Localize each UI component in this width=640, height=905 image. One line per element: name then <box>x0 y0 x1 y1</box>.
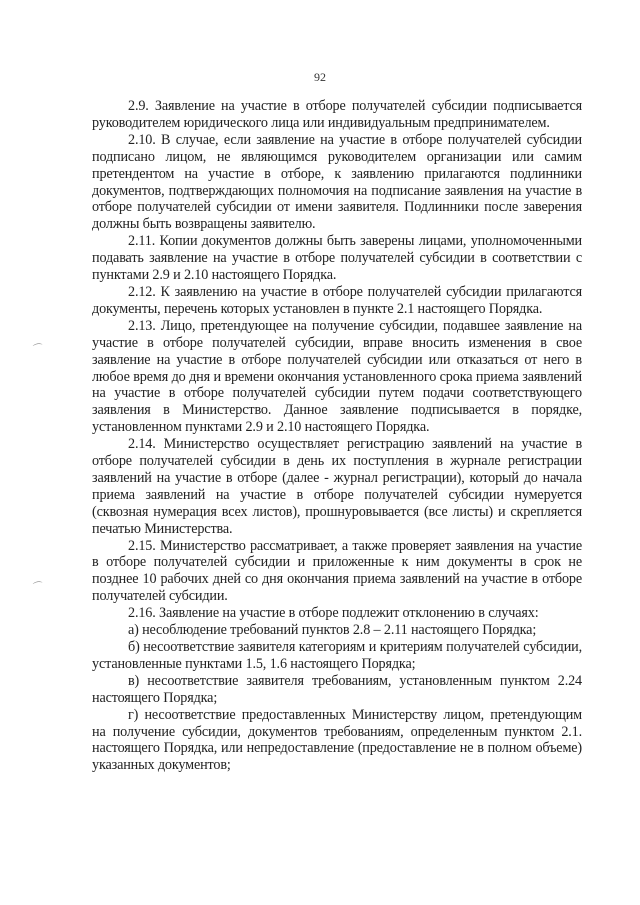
paragraph-2-14: 2.14. Министерство осуществляет регистрацию заявлений на участие в отборе получателей субсидии в день их поступления в журнале регистрации заявлений на участие в отборе (далее - журнал регистрации), который до начала приема заявлений на участие в отборе получателей субсидии нумеруется (сквозная нумерация всех листов), прошнуровывается (все листы) и скрепляется печатью Министерства. <box>92 436 582 537</box>
paragraph-2-13: 2.13. Лицо, претендующее на получение субсидии, подавшее заявление на участие в отборе получателей субсидии, вправе вносить изменения в свое заявление на участие в отборе получателей субсидии или отказаться от него в любое время до дня и времени окончания установленного срока приема заявлений на участие в отборе получателей субсидии путем подачи соответствующего заявления в Министерство. Данное заявление подписывается в порядке, установленном пунктами 2.9 и 2.10 настоящего Порядка. <box>92 317 582 436</box>
page-number: 92 <box>314 70 326 84</box>
document-body <box>92 98 582 774</box>
paragraph-2-15: 2.15. Министерство рассматривает, а также проверяет заявления на участие в отборе получателей субсидии и приложенные к ним документы в срок не позднее 10 рабочих дней со дня окончания приема заявлений на участие в отборе получателей субсидии. <box>92 537 582 605</box>
margin-pencil-mark: ⌒ <box>32 581 45 594</box>
list-item-a: а) несоблюдение требований пунктов 2.8 – 2.11 настоящего Порядка; <box>128 622 537 639</box>
list-item-v: в) несоответствие заявителя требованиям, установленным пунктом 2.24 настоящего Порядка; <box>92 672 582 706</box>
paragraph-2-16: 2.16. Заявление на участие в отборе подлежит отклонению в случаях: <box>128 605 539 622</box>
list-item-b: б) несоответствие заявителя категориям и критериям получателей субсидии, установленные пунктами 1.5, 1.6 настоящего Порядка; <box>92 639 582 672</box>
paragraph-2-12: 2.12. К заявлению на участие в отборе получателей субсидии прилагаются документы, перечень которых установлен в пункте 2.1 настоящего Порядка. <box>92 283 582 317</box>
paragraph-2-10: 2.10. В случае, если заявление на участие в отборе получателей субсидии подписано лицом, не являющимся руководителем организации или самим претендентом на участие в отборе, к заявлению прилагаются подлинники документов, подтверждающих полномочия на подписание заявления на участие в отборе получателей субсидии от имени заявителя. Подлинники после заверения должны быть возвращены заявителю. <box>92 131 582 233</box>
margin-pencil-mark: ⌒ <box>32 343 45 356</box>
list-item-g: г) несоответствие предоставленных Министерству лицом, претендующим на получение субсидии, документов требованиям, определенным пунктом 2.1. настоящего Порядка, или непредоставление (предоставление не в полном объеме) указанных документов; <box>92 706 582 774</box>
paragraph-2-9: 2.9. Заявление на участие в отборе получателей субсидии подписывается руководителем юридического лица или индивидуальным предпринимателем. <box>92 98 582 131</box>
paragraph-2-11: 2.11. Копии документов должны быть заверены лицами, уполномоченными подавать заявление на участие в отборе получателей субсидии в соответствии с пунктами 2.9 и 2.10 настоящего Порядка. <box>92 233 582 284</box>
